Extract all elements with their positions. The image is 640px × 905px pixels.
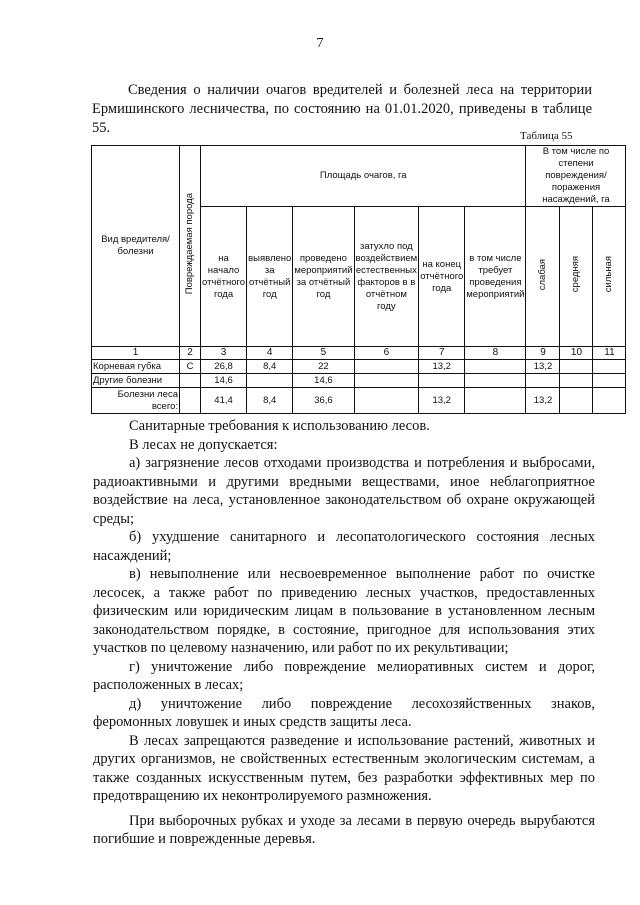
column-number: 7 — [419, 347, 465, 360]
row-strong — [593, 388, 626, 414]
row-end — [419, 374, 465, 388]
paragraph: При выборочных рубках и уходе за лесами в первую очередь вырубаются погибшие и поврежденные деревья. — [93, 812, 595, 847]
paragraph: д) уничтожение либо повреждение лесохозяйственных знаков, феромонных ловушек и иных средств защиты леса. — [93, 695, 595, 730]
row-weak: 13,2 — [526, 360, 560, 374]
column-number: 3 — [201, 347, 247, 360]
page-number: 7 — [316, 36, 324, 51]
header-incl-required: в том числе требует проведения мероприятий — [465, 207, 526, 347]
column-number: 9 — [526, 347, 560, 360]
paragraph: В лесах запрещаются разведение и использование растений, животных и других организмов, не свойственных естественным экологическим системам, а также созданных искусственным путем, без разработки эффективных мер по предотвращению их неконтролируемого размножения. — [93, 732, 595, 804]
row-start: 41,4 — [201, 388, 247, 414]
row-found: 8,4 — [247, 388, 293, 414]
column-number: 2 — [180, 347, 201, 360]
row-treated: 14,6 — [293, 374, 354, 388]
column-number: 6 — [354, 347, 419, 360]
row-required — [465, 374, 526, 388]
row-found: 8,4 — [247, 360, 293, 374]
row-medium — [560, 374, 593, 388]
body-text — [93, 417, 595, 849]
row-found — [247, 374, 293, 388]
table-row-total — [92, 388, 626, 414]
header-end: на конец отчётного года — [419, 207, 465, 347]
row-weak: 13,2 — [526, 388, 560, 414]
row-extinct — [354, 374, 419, 388]
row-extinct — [354, 388, 419, 414]
row-species — [180, 388, 201, 414]
header-species: Повреждаемая порода — [180, 146, 201, 347]
column-number: 11 — [593, 347, 626, 360]
paragraph: Санитарные требования к использованию лесов. — [129, 418, 430, 434]
header-start: на начало отчётного года — [201, 207, 247, 347]
row-weak — [526, 374, 560, 388]
paragraph: а) загрязнение лесов отходами производства и потребления и выбросами, радиоактивными и другими вредными веществами, иное неблагоприятное воздействие на леса, установленное законодательством об охране окружающей среды; — [93, 455, 595, 527]
row-end: 13,2 — [419, 388, 465, 414]
paragraph: в) невыполнение или несвоевременное выполнение работ по очистке лесосек, а также работ по приведению лесных участков, предоставленных физическим или юридическим лицам в пользование в установленном лесным законодательством порядке, в состояние, пригодное для использования этих участков по целевому назначению, или работ по их рекультивации; — [93, 566, 595, 656]
row-treated: 36,6 — [293, 388, 354, 414]
header-found: выявлено за отчётный год — [247, 207, 293, 347]
paragraph: г) уничтожение либо повреждение мелиоративных систем и дорог, расположенных в лесах; — [93, 658, 595, 693]
row-name: Другие болезни — [92, 374, 180, 388]
row-species — [180, 374, 201, 388]
paragraph: б) ухудшение санитарного и лесопатологического состояния лесных насаждений; — [93, 529, 595, 564]
column-number: 1 — [92, 347, 180, 360]
row-required — [465, 360, 526, 374]
row-name: Болезни леса всего: — [92, 388, 180, 414]
row-start: 26,8 — [201, 360, 247, 374]
row-medium — [560, 388, 593, 414]
row-strong — [593, 360, 626, 374]
header-extinct: затухло под воздействием естественных факторов в в отчётном году — [354, 207, 419, 347]
column-number: 5 — [293, 347, 354, 360]
row-name: Корневая губка — [92, 360, 180, 374]
table-row — [92, 374, 626, 388]
header-weak: слабая — [526, 207, 560, 347]
row-end: 13,2 — [419, 360, 465, 374]
table-row — [92, 360, 626, 374]
header-area: Площадь очагов, га — [201, 146, 526, 207]
table-caption: Таблица 55 — [520, 130, 573, 142]
column-number: 10 — [560, 347, 593, 360]
paragraph: В лесах не допускается: — [129, 436, 278, 453]
column-number-row — [92, 347, 626, 360]
row-extinct — [354, 360, 419, 374]
row-strong — [593, 374, 626, 388]
row-species: С — [180, 360, 201, 374]
header-medium: средняя — [560, 207, 593, 347]
header-damage-group: В том числе по степени повреждения/поражения насаждений, га — [526, 146, 626, 207]
column-number: 4 — [247, 347, 293, 360]
column-number: 8 — [465, 347, 526, 360]
row-required — [465, 388, 526, 414]
header-pest: Вид вредителя/болезни — [92, 146, 180, 347]
row-treated: 22 — [293, 360, 354, 374]
pest-foci-table — [91, 145, 626, 414]
intro-paragraph: Сведения о наличии очагов вредителей и болезней леса на территории Ермишинского лесничества, по состоянию на 01.01.2020, приведены в таблице 55. — [92, 81, 592, 136]
header-treated: проведено мероприятий за отчётный год — [293, 207, 354, 347]
header-strong: сильная — [593, 207, 626, 347]
row-start: 14,6 — [201, 374, 247, 388]
row-medium — [560, 360, 593, 374]
